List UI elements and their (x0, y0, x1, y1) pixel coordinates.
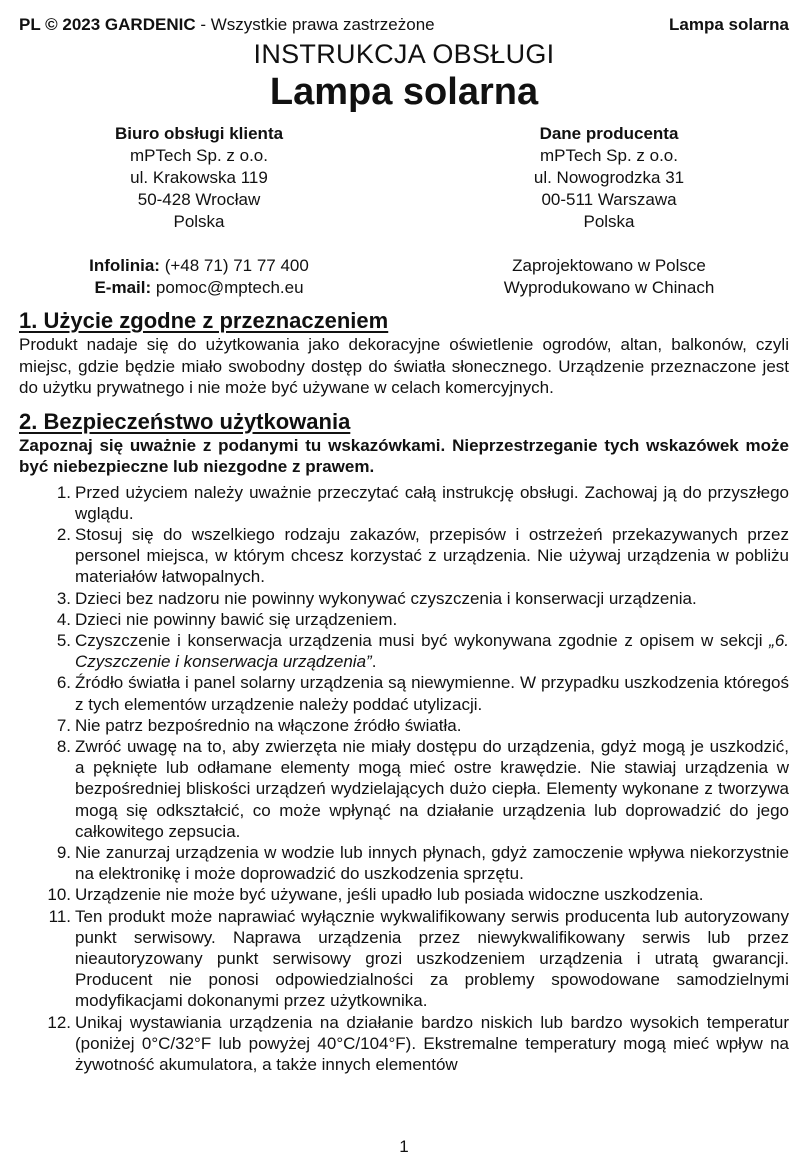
list-item (19, 482, 789, 524)
page-number: 1 (399, 1137, 409, 1156)
contact-spacer (19, 233, 379, 255)
list-item-text-main: Źródło światła i panel solarny urządzenia są niewymienne. W przypadku uszkodzenia któregoś z tych elementów urządzenie należy poddać utylizacji. (75, 673, 789, 714)
list-item-text (75, 906, 789, 1012)
list-item-text-main: Urządzenie nie może być używane, jeśli upadło lub posiada widoczne uszkodzenia. (75, 885, 704, 905)
list-item-text-main: Nie patrz bezpośrednio na włączone źródło światła. (75, 715, 462, 735)
customer-service-heading: Biuro obsługi klienta (114, 124, 284, 143)
email-line (19, 277, 379, 299)
list-item-text (75, 842, 789, 884)
customer-service-city: 50-428 Wrocław (137, 190, 261, 209)
list-item-number: 9. (56, 842, 71, 862)
list-item-number: 10. (47, 885, 71, 905)
list-item-number: 3. (56, 588, 71, 608)
list-item-text-main: Zwróć uwagę na to, aby zwierzęta nie miały dostępu do urządzenia, gdyż mogą je uszkodzić, a pęknięte lub odłamane elementy mogą mieć ostre krawędzie. Nie stawiaj urządzenia w bezpośredniej bliskości urządzeń wydzielających dużo ciepła. Elementy wykonane z tworzywa mogą się odkształcić, co może wpłynąć na działanie urządzenia lub doprowadzić do jego całkowitego zepsucia. (75, 736, 789, 841)
list-item-text (75, 715, 789, 736)
hotline-label: Infolinia: (89, 256, 160, 275)
list-item-text (75, 630, 789, 672)
list-item-text-main: Czyszczenie i konserwacja urządzenia musi być wykonywana zgodnie z opisem w sekcji (75, 630, 770, 650)
safety-rules-list (19, 482, 789, 1076)
list-item (19, 630, 789, 672)
customer-service-country: Polska (173, 212, 225, 231)
list-item-text-main: Przed użyciem należy uważnie przeczytać całą instrukcję obsługi. Zachowaj ją do przyszłego wglądu. (75, 482, 789, 523)
section-2-heading: 2. Bezpieczeństwo użytkowania (19, 408, 351, 434)
list-item-text (75, 884, 789, 905)
list-item-number: 5. (56, 630, 71, 650)
section-1-text: Produkt nadaje się do użytkowania jako dekoracyjne oświetlenie ogrodów, altan, balkonów, czyli miejsc, gdzie będzie miało swobodny dostęp do światła słonecznego. Urządzenie przeznaczone jest do użytku prywatnego i nie może być używane w celach komercyjnych. (19, 335, 789, 397)
contact-block (19, 123, 789, 299)
list-item (19, 906, 789, 1012)
list-item-text (75, 609, 789, 630)
list-item (19, 884, 789, 905)
safety-warning: Zapoznaj się uważnie z podanymi tu wskazówkami. Nieprzestrzeganie tych wskazówek może być niebezpieczne lub niezgodne z prawem. (19, 435, 789, 476)
list-item-text (75, 1012, 789, 1076)
header-rights: - Wszystkie prawa zastrzeżone (195, 15, 435, 34)
list-item-number: 7. (56, 715, 71, 735)
contact-spacer (429, 233, 789, 255)
list-item-number: 12. (47, 1012, 71, 1032)
customer-service-street: ul. Krakowska 119 (130, 168, 268, 187)
list-item-text (75, 524, 789, 588)
list-item (19, 588, 789, 609)
list-item-number: 8. (56, 736, 71, 756)
customer-service-column (19, 123, 409, 299)
email-label: E-mail: (94, 278, 152, 297)
list-item-text-main: Unikaj wystawiania urządzenia na działanie bardzo niskich lub bardzo wysokich temperatur (poniżej 0°C/32°F lub powyżej 40°C/104°F). Ekstremalne temperatury mogą mieć wpływ na żywotność akumulatora, a także innych elementów (75, 1012, 789, 1074)
list-item-text-end: . (371, 652, 377, 672)
made-in: Wyprodukowano w Chinach (503, 278, 715, 297)
manufacturer-street: ul. Nowogrodzka 31 (533, 168, 685, 187)
header-product-name: Lampa solarna (669, 15, 789, 34)
list-item (19, 842, 789, 884)
list-item-number: 11. (48, 906, 71, 926)
list-item-text (75, 482, 789, 524)
list-item-number: 6. (56, 673, 71, 693)
list-item-text-main: Dzieci bez nadzoru nie powinny wykonywać czyszczenia i konserwacji urządzenia. (75, 588, 697, 608)
document-page (19, 14, 789, 1075)
list-item (19, 715, 789, 736)
list-item-number: 2. (56, 524, 71, 544)
page-header (19, 14, 789, 36)
section-reference: „6. Czyszczenie i konserwacja urządzenia” (75, 630, 789, 672)
document-title: Lampa solarna (269, 71, 539, 113)
hotline-line (19, 255, 379, 277)
list-item (19, 524, 789, 588)
list-item (19, 672, 789, 714)
designed-in: Zaprojektowano w Polsce (512, 256, 706, 275)
header-copyright: PL © 2023 GARDENIC (19, 15, 196, 34)
manufacturer-city: 00-511 Warszawa (541, 190, 677, 209)
list-item-text (75, 736, 789, 842)
customer-service-company: mPTech Sp. z o.o. (130, 146, 268, 165)
section-1-heading: 1. Użycie zgodne z przeznaczeniem (19, 308, 389, 333)
list-item-text-main: Nie zanurzaj urządzenia w wodzie lub innych płynach, gdyż zamoczenie wpływa niekorzystnie na elektronikę i może doprowadzić do uszkodzenia sprzętu. (75, 842, 789, 884)
header-copyright-line (19, 14, 435, 36)
list-item-number: 4. (56, 609, 71, 629)
document-kind: INSTRUKCJA OBSŁUGI (253, 39, 555, 69)
manufacturer-heading: Dane producenta (539, 124, 679, 143)
list-item (19, 736, 789, 842)
manufacturer-country: Polska (583, 212, 635, 231)
list-item-text (75, 672, 789, 714)
list-item-text-main: Ten produkt może naprawiać wyłącznie wykwalifikowany serwis producenta lub autoryzowany punkt serwisowy. Naprawa urządzenia przez niewykwalifikowany serwis lub przez nieautoryzowany punkt serwisowy grozi uszkodzeniem urządzenia i utratą gwarancji. Producent nie ponosi odpowiedzialności za problemy spowodowane samodzielnymi modyfikacjami dokonanymi przez użytkownika. (75, 906, 789, 1011)
list-item-text-main: Stosuj się do wszelkiego rodzaju zakazów, przepisów i ostrzeżeń przekazywanych przez personel miejsca, w którym chcesz korzystać z urządzenia. Nie używaj urządzenia w pobliżu materiałów łatwopalnych. (75, 524, 789, 587)
list-item-number: 1. (56, 482, 71, 502)
manufacturer-column (409, 123, 789, 299)
hotline-number: (+48 71) 71 77 400 (159, 256, 309, 275)
list-item (19, 1012, 789, 1076)
email-address: pomoc@mptech.eu (151, 278, 304, 297)
list-item-text (75, 588, 789, 609)
list-item (19, 609, 789, 630)
list-item-text-main: Dzieci nie powinny bawić się urządzeniem. (75, 609, 398, 629)
manufacturer-company: mPTech Sp. z o.o. (540, 146, 678, 165)
